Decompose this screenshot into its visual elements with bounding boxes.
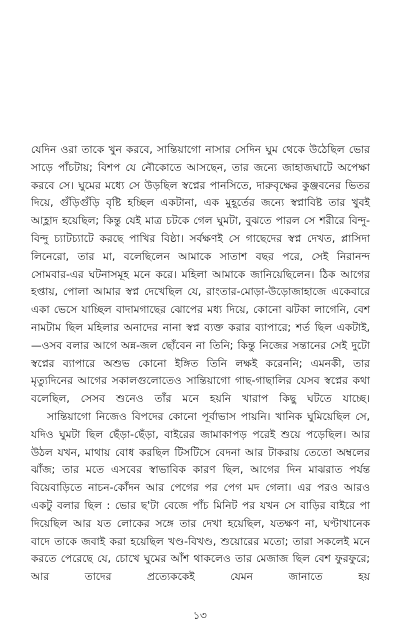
body-text xyxy=(31,142,370,587)
paragraph-2: সান্তিয়াগো নিজেও বিপদের কোনো পূর্বাভাস পায়নি। খানিক ঘুমিয়েছিল সে, যদিও ঘুমটা ছিল ছেঁড়া-ছেঁড়া, বাইরের জামাকাপড় পরেই শুয়ে পড়েছিল। আর উঠল যখন, মাথায় বোধ করছিল টিসটিসে বেদনা আর টাকরায় তেতো অম্বলের ঝাঁজ; তার মতে এসবের স্বাভাবিক কারণ ছিল, আগের দিন মাঝরাত পর্যন্ত বিয়েবাড়িতে নাচন-কোঁদন আর পেগের পর পেগ মদ গেলা। এর পরও আরও একটু বলার ছিল : ভোর ছ'টা বেজে পাঁচ মিনিট পর যখন সে বাড়ির বাইরে পা দিয়েছিল আর যত লোকের সঙ্গে তার দেখা হয়েছিল, যতক্ষণ না, ঘণ্টাখানেক বাদে তাকে জবাই করা হয়েছিল খণ্ড-বিখণ্ড, শুয়োরের মতো; তারা সকলেই মনে করতে পেরেছে যে, চোখে ঘুমের আঁশ থাকলেও তার মেজাজ ছিল বেশ ফুরফুরে; আর তাদের প্রত্যেককেই যেমন জানাতে হয় xyxy=(31,410,370,584)
paragraph-1: যেদিন ওরা তাকে খুন করবে, সান্তিয়াগো নাসার সেদিন ঘুম থেকে উঠেছিল ভোর সাড়ে পাঁচটায়; বিশপ যে নৌকোতে আসছেন, তার জন্যে জাহাজঘাটে অপেক্ষা করবে সে। ঘুমের মধ্যে সে উড়ছিল স্বপ্নের পানসিতে, দারুবৃক্ষের কুঞ্জবনের ভিতর দিয়ে, গুঁড়িগুঁড়ি বৃষ্টি হচ্ছিল একটানা, এক মুহূর্তের জন্যে স্বপ্নাবিষ্ট তার খুবই আহ্লাদ হয়েছিল; কিন্তু যেই মাত্র চটকে গেল ঘুমটা, বুঝতে পারল সে শরীরে বিন্দু-বিন্দু চ্যাটচ্যাটে করছে পাখির বিষ্ঠা। সর্বক্ষণই সে গাছেদের স্বপ্ন দেখত, প্লাসিদা লিনেরো, তার মা, বলেছিলেন আমাকে সাতাশ বছর পরে, সেই নিরানন্দ সোমবার-এর ঘটনাসমূহ মনে করে। মহিলা আমাকে জানিয়েছিলেন। ঠিক আগের হপ্তায়, পোলা আমার স্বপ্ন দেখেছিল যে, রাংতার-মোড়া-উড়োজাহাজে একেবারে একা ভেসে যাচ্ছিল বাদামগাছের ঝোপের মধ্য দিয়ে, কোনো ঝটকা লাগেনি, বেশ নামটাম ছিল মহিলার অনাদের নানা স্বপ্ন ব্যক্ত করার ব্যাপারে; শর্ত ছিল একটাই, —ওসব বলার আগে অন্ন-জল ছোঁবেন না তিনি; কিন্তু নিজের সন্তানের সেই দুটো স্বপ্নের ব্যাপারে অশুভ কোনো ইঙ্গিত তিনি লক্ষই করেননি; এমনকী, তার মৃত্যুদিনের আগের সকালগুলোতেও সান্তিয়াগো গাছ-গাছালির যেসব স্বপ্নের কথা বলেছিল, সেসব শুনেও তাঁর মনে হয়নি খারাপ কিছু ঘটতে যাচ্ছে। xyxy=(31,144,370,406)
page-number: ১৩ xyxy=(193,610,207,622)
